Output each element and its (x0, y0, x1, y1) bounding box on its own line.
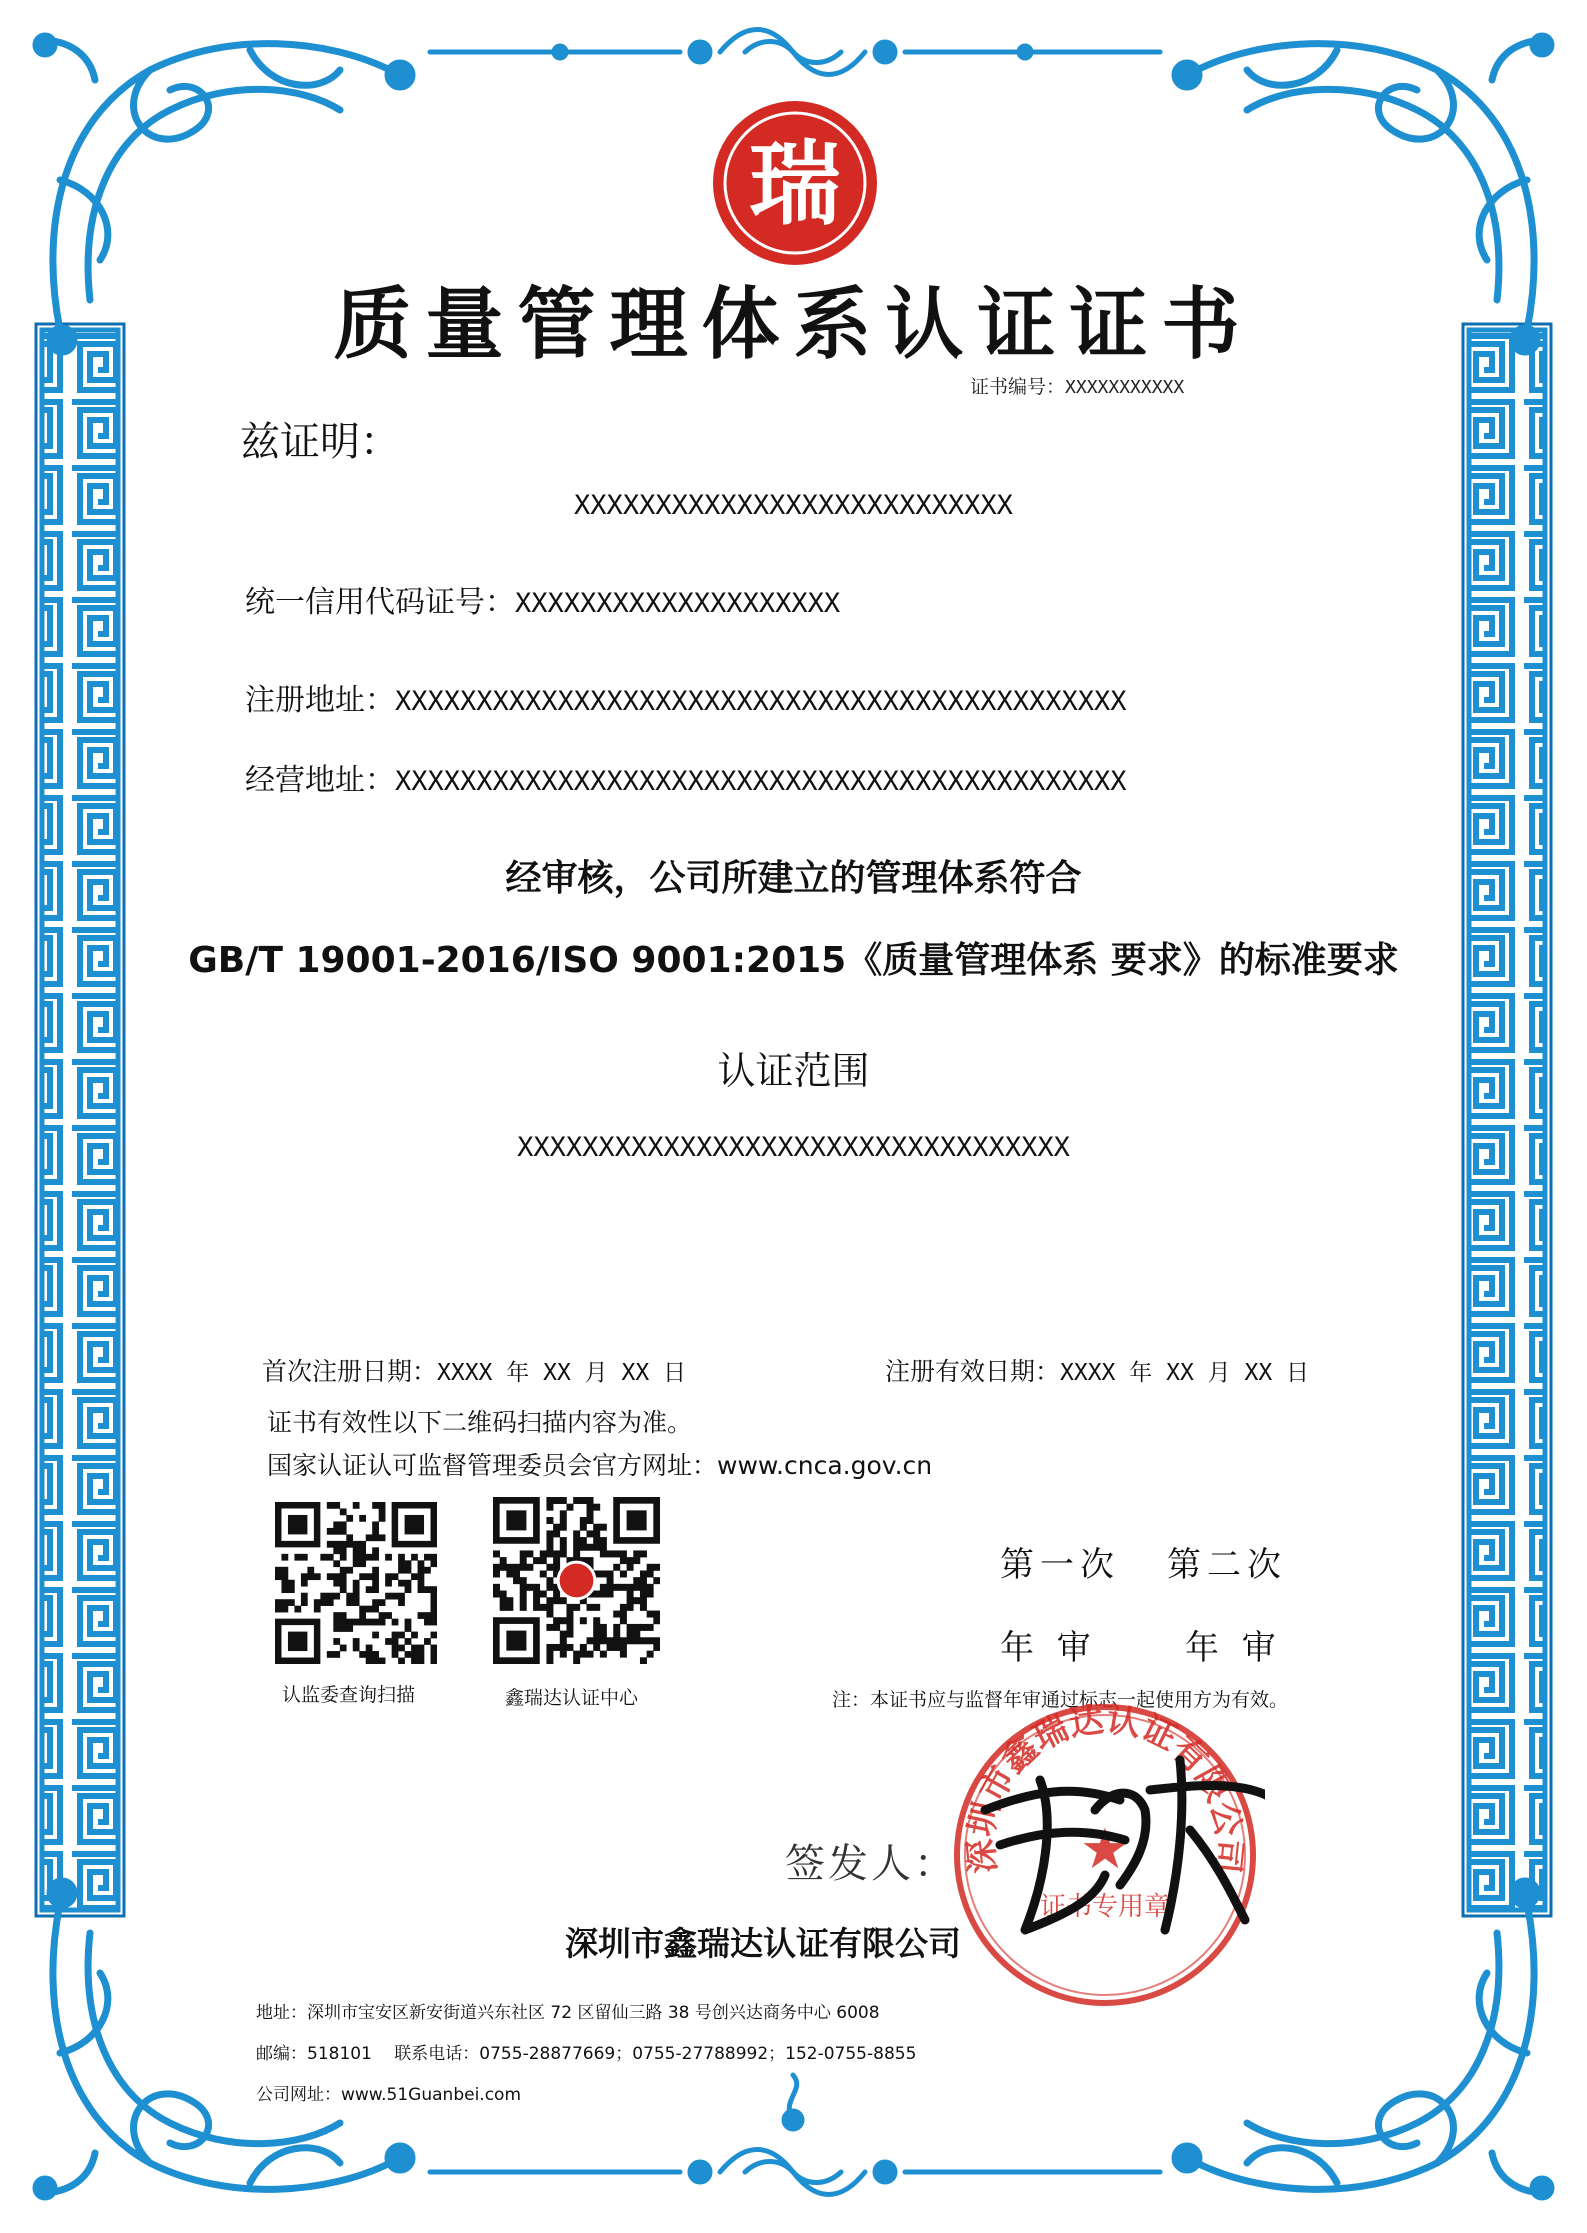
business-address-value: XXXXXXXXXXXXXXXXXXXXXXXXXXXXXXXXXXXXXXXXXXXXX (395, 766, 1127, 797)
logo-glyph: 瑞 (748, 130, 842, 238)
cnca-note: 国家认证认可监督管理委员会官方网址：www.cnca.gov.cn (267, 1451, 933, 1480)
attest-label: 兹证明： (240, 419, 400, 465)
business-address-label: 经营地址： (245, 763, 395, 798)
official-seal (945, 1690, 1265, 2010)
annual-audit-first: 年 审 (1000, 1628, 1097, 1668)
registered-address-value: XXXXXXXXXXXXXXXXXXXXXXXXXXXXXXXXXXXXXXXXXXXXX (395, 686, 1127, 717)
standard-statement: GB/T 19001-2016/ISO 9001:2015《质量管理体系 要求》的标准要求 (188, 940, 1399, 981)
company-logo (710, 98, 880, 268)
credit-code-row (245, 577, 840, 621)
qr-right-caption: 鑫瑞达认证中心 (505, 1687, 639, 1709)
annual-second-label: 第二次 (1167, 1545, 1287, 1585)
footer-contact: 邮编：518101 联系电话：0755-28877669；0755-27788992；152-0755-8855 (256, 2044, 917, 2064)
bottom-ornament (430, 2075, 1160, 2195)
annual-audit-second: 年 审 (1185, 1628, 1282, 1668)
footer-address: 地址：深圳市宝安区新安街道兴东社区 72 区留仙三路 38 号创兴达商务中心 6008 (256, 2003, 880, 2023)
first-registration-label: 首次注册日期： (262, 1357, 438, 1386)
valid-until-date (885, 1352, 1309, 1388)
signer-label: 签发人： (785, 1841, 957, 1887)
footer-website[interactable]: 公司网址：www.51Guanbei.com (256, 2085, 522, 2105)
annual-first-label: 第一次 (1000, 1545, 1120, 1585)
scope-value: XXXXXXXXXXXXXXXXXXXXXXXXXXXXXXXXXX (517, 1132, 1070, 1163)
company-name: XXXXXXXXXXXXXXXXXXXXXXXXXXX (574, 490, 1013, 521)
first-registration-date (262, 1352, 686, 1388)
issuer-company: 深圳市鑫瑞达认证有限公司 (565, 1924, 961, 1963)
qr-code-right[interactable] (493, 1497, 660, 1664)
left-border-band (36, 324, 124, 1916)
certificate-title: 质量管理体系认证证书 (333, 279, 1254, 370)
validity-note: 证书有效性以下二维码扫描内容为准。 (267, 1408, 693, 1437)
annual-note: 注：本证书应与监督年审通过标志一起使用方为有效。 (832, 1689, 1289, 1711)
qr-code-left[interactable] (275, 1502, 437, 1664)
registered-address-row (245, 675, 1127, 719)
scope-heading: 认证范围 (717, 1049, 870, 1093)
seal-ring-text: 深圳市鑫瑞达认证有限公司 (961, 1700, 1249, 1876)
certificate-number-value: XXXXXXXXXXX (1065, 377, 1185, 398)
conformity-statement: 经审核，公司所建立的管理体系符合 (505, 858, 1082, 899)
valid-until-value: XXXX 年 XX 月 XX 日 (1060, 1360, 1310, 1386)
qr-left-caption: 认监委查询扫描 (282, 1684, 416, 1706)
credit-code-label: 统一信用代码证号： (245, 585, 515, 620)
business-address-row (245, 755, 1127, 799)
right-border-band (1463, 324, 1551, 1916)
top-ornament (430, 30, 1160, 75)
credit-code-value: XXXXXXXXXXXXXXXXXXXX (515, 588, 841, 619)
certificate-number (970, 372, 1184, 399)
seal-star: ★ (1079, 1817, 1131, 1882)
seal-center-text: 证书专用章 (1039, 1892, 1171, 1922)
valid-until-label: 注册有效日期： (885, 1357, 1061, 1386)
certificate-number-label: 证书编号： (970, 376, 1066, 398)
first-registration-value: XXXX 年 XX 月 XX 日 (437, 1360, 687, 1386)
registered-address-label: 注册地址： (245, 683, 395, 718)
